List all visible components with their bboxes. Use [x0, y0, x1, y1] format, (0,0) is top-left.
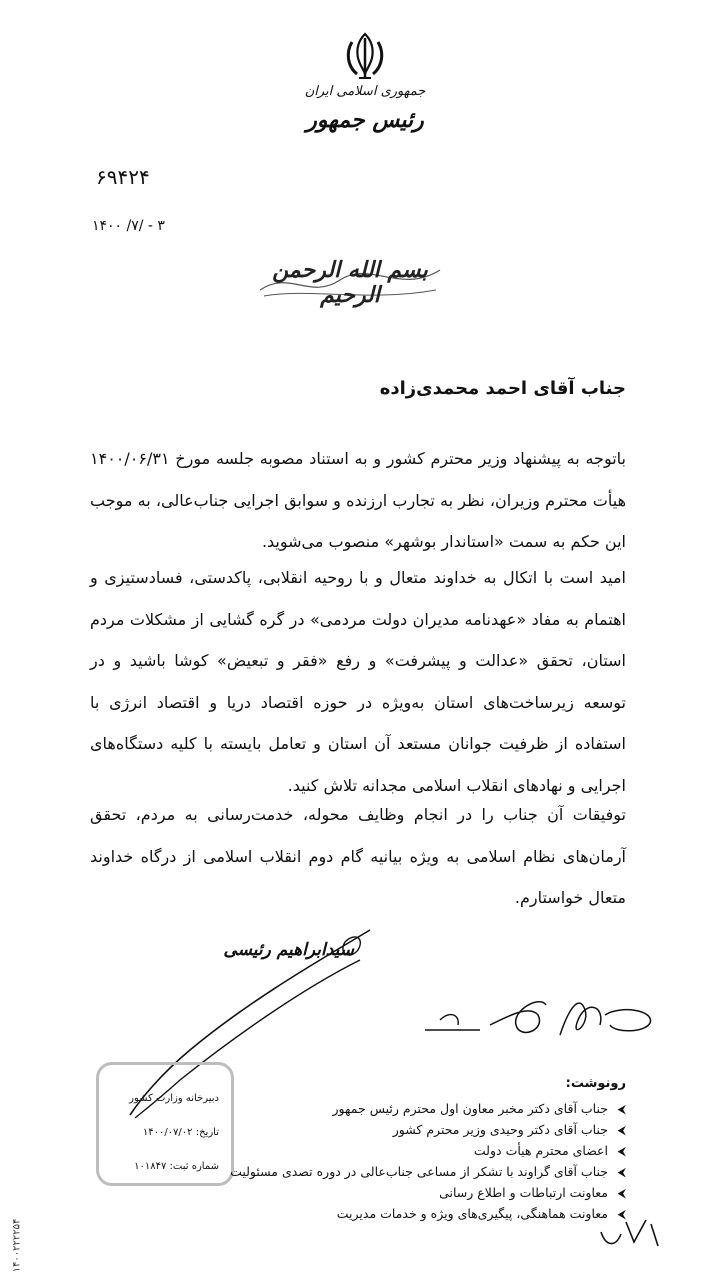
registration-stamp: [96, 1062, 234, 1186]
handwritten-signature: [420, 985, 660, 1055]
handwritten-initials: [596, 1212, 666, 1252]
list-item: ⮜معاونت هماهنگی، پیگیری‌های ویژه و خدمات مدیریت: [230, 1203, 626, 1224]
letter-date: ۱۴۰۰ /۷/ - ۳: [92, 218, 165, 234]
paragraph-expectations: امید است با اتکال به خداوند متعال و با روحیه انقلابی، پاکدستی، فسادستیزی و اهتمام به مفاد «عهدنامه مدیران دولت مردمی» در گره گشایی از مشکلات مردم استان، تحقق «عدالت و پیشرفت» و رفع «فقر و تبعیض» کوشا باشید و در توسعه زیرساخت‌های استان به‌ویژه در حوزه اقتصاد دریا و اقتصاد انرژی با استفاده از ظرفیت جوانان مستعد آن استان و تعامل بایسته با کلیه دستگاه‌های اجرایی و نهادهای انقلاب اسلامی مجدانه تلاش کنید.: [90, 568, 626, 795]
list-item: ⮜جناب آقای دکتر مخبر معاون اول محترم رئیس جمهور: [230, 1098, 626, 1119]
country-name: جمهوری اسلامی ایران: [304, 84, 426, 99]
paragraph-closing: توفیقات آن جناب را در انجام وظایف محوله، خدمت‌رسانی به مردم، تحقق آرمان‌های نظام اسلامی به ویژه بیانیه گام دوم انقلاب اسلامی از درگاه خداوند متعال خواستارم.: [90, 805, 626, 907]
cc-title: رونوشت:: [565, 1076, 626, 1091]
arrow-left-icon: ⮜: [617, 1186, 626, 1200]
cc-list: [230, 1098, 626, 1224]
paragraph-appointment: باتوجه به پیشنهاد وزیر محترم کشور و به استناد مصوبه جلسه مورخ ۱۴۰۰/۰۶/۳۱ هیأت محترم وزیران، نظر به تجارب ارزنده و سوابق اجرایی جناب‌عالی، به موجب این حکم به سمت «استاندار بوشهر» منصوب می‌شوید.: [90, 449, 626, 551]
letter-number: ۶۹۴۲۴: [96, 165, 150, 189]
arrow-left-icon: ⮜: [617, 1207, 626, 1221]
addressee: جناب آقای احمد محمدی‌زاده: [379, 378, 626, 399]
arrow-left-icon: ⮜: [617, 1165, 626, 1179]
stamp-registration-number: شماره ثبت: ۱۰۱۸۴۷: [134, 1161, 219, 1172]
arrow-left-icon: ⮜: [617, 1144, 626, 1158]
list-item: ⮜جناب آقای گراوند با تشکر از مساعی جناب‌عالی در دوره تصدی مسئولیت: [230, 1161, 626, 1182]
office-title: رئیس جمهور: [306, 108, 424, 133]
list-item: ⮜معاونت ارتباطات و اطلاع رسانی: [230, 1182, 626, 1203]
list-item: ⮜اعضای محترم هیأت دولت: [230, 1140, 626, 1161]
basmala: بسم الله الرحمن الرحیم: [272, 258, 428, 308]
arrow-left-icon: ⮜: [617, 1102, 626, 1116]
side-reference-number: ۱۴۰۰۲۲۲۲۵۴: [11, 1218, 23, 1273]
list-item: ⮜جناب آقای دکتر وحیدی وزیر محترم کشور: [230, 1119, 626, 1140]
arrow-left-icon: ⮜: [617, 1123, 626, 1137]
stamp-date: تاریخ: ۱۴۰۰/۰۷/۰۲: [142, 1127, 219, 1138]
signer-name: سیدابراهیم رئیسی: [223, 940, 354, 960]
stamp-office: دبیرخانه وزارت کشور: [129, 1093, 219, 1104]
iran-emblem-icon: [342, 30, 388, 84]
